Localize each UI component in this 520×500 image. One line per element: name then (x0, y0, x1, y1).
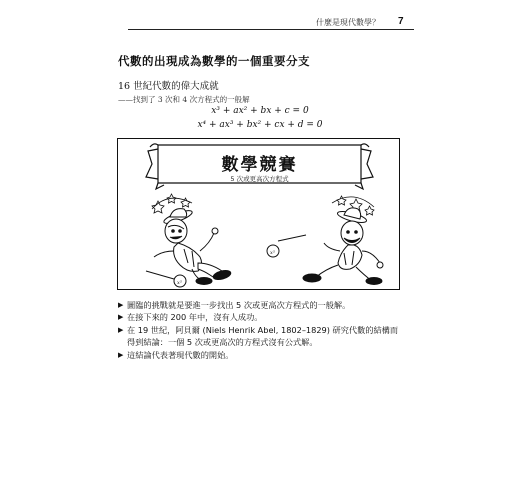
bullet-list (118, 299, 418, 361)
left-dizzy-stars (152, 194, 192, 213)
section-heading: 代數的出現成為數學的一個重要分支 (118, 54, 310, 68)
bullet-text: 在接下來的 200 年中，沒有人成功。 (127, 312, 263, 323)
page-number: 7 (398, 16, 404, 27)
bullet-item (118, 311, 418, 323)
bullet-continuation (118, 336, 418, 348)
bullet-item (118, 324, 418, 336)
bullet-text: 這結論代表著現代數的開始。 (127, 349, 234, 360)
quartic-equation: x⁴ + ax³ + bx² + cx + d = 0 (197, 120, 323, 130)
banner-title: 數學競賽 (221, 155, 298, 175)
bullet-marker-icon: ▶ (118, 313, 124, 322)
bullet-marker-icon: ▶ (118, 301, 124, 309)
header-rule (128, 29, 414, 30)
banner-subtitle: 5 次或更高次方程式 (230, 175, 289, 183)
running-title: 什麼是現代數學？ (316, 18, 380, 27)
bullet-text: 得到結論：一個 5 次或更高次的方程式沒有公式解。 (127, 337, 318, 348)
left-ball-label: x⁵ (177, 280, 182, 286)
bullet-item (118, 299, 418, 311)
cartoon-illustration (117, 138, 400, 290)
left-figure (154, 219, 232, 285)
bullet-text: 在 19 世紀，阿貝爾 (Niels Henrik Abel, 1802–1829) 研究代數的結構而 (127, 324, 399, 335)
right-ball-label: x⁵ (270, 250, 275, 256)
right-figure (303, 221, 383, 285)
cubic-equation: x³ + ax² + bx + c = 0 (211, 106, 309, 116)
page-header (0, 0, 520, 40)
bullet-marker-icon: ▶ (118, 350, 124, 359)
bullet-marker-icon: ▶ (118, 325, 124, 334)
bullet-text: 圖臨的挑戰就是要進一步找出 5 次或更高次方程式的一般解。 (127, 300, 351, 310)
bullet-item (118, 349, 418, 361)
sub-note: ——找到了 3 次和 4 次方程式的一般解 (118, 95, 250, 104)
sub-heading: 16 世紀代數的偉大成就 (118, 81, 219, 92)
